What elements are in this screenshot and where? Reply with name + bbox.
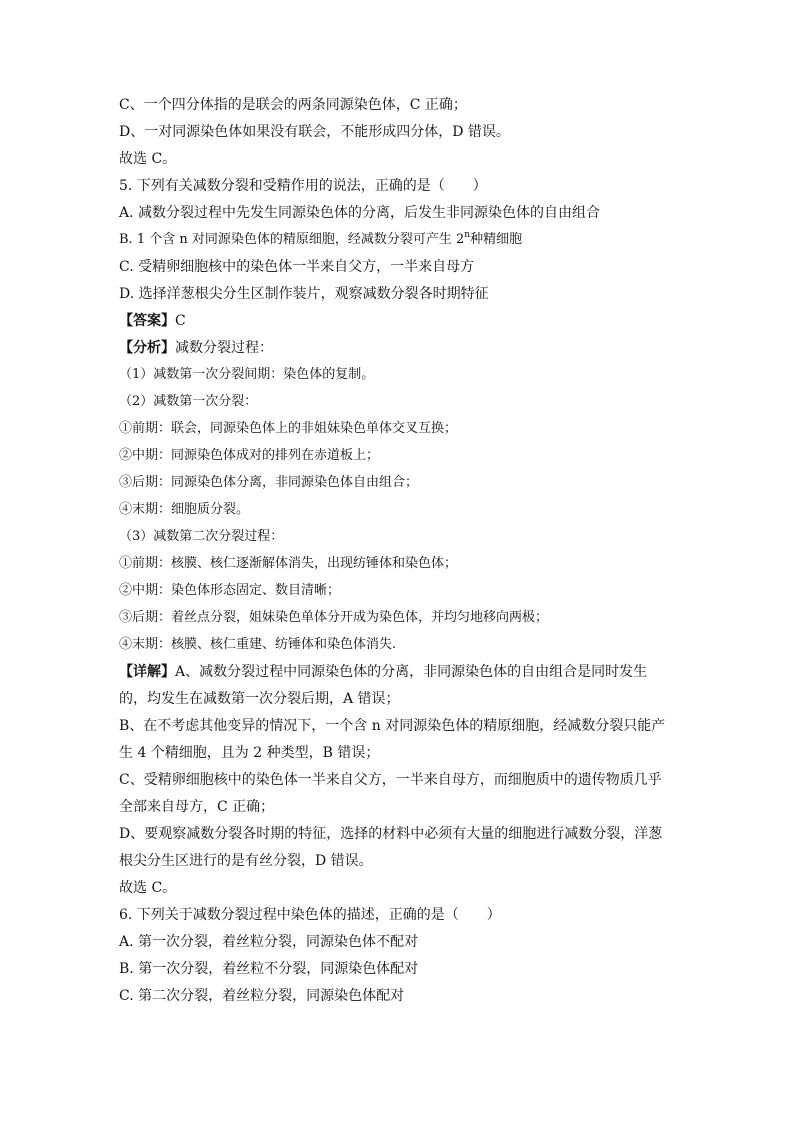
option-b-text-after: 种精细胞 [470, 232, 523, 247]
text-line: ④末期：核膜、核仁重建、纺锤体和染色体消失. [119, 637, 397, 652]
option-b-superscript: n [464, 230, 471, 240]
question-6-stem: 6. 下列关于减数分裂过程中染色体的描述，正确的是（ ） [119, 907, 501, 923]
question-5-stem: 5. 下列有关减数分裂和受精作用的说法，正确的是（ ） [119, 178, 487, 194]
question-5-option-d: D. 选择洋葱根尖分生区制作装片，观察减数分裂各时期特征 [119, 286, 489, 302]
analysis-text: 减数分裂过程： [175, 340, 273, 356]
detail-text: A、减数分裂过程中同源染色体的分离，非同源染色体的自由组合是同时发生 [175, 664, 648, 680]
question-6-option-a: A. 第一次分裂，着丝粒分裂，同源染色体不配对 [119, 934, 419, 950]
text-line: （1）减数第一次分裂间期：染色体的复制。 [119, 367, 375, 382]
text-line: D、一对同源染色体如果没有联会，不能形成四分体，D 错误。 [119, 124, 510, 140]
text-line: 故选 C。 [119, 880, 177, 896]
answer-tag: 【答案】 [119, 313, 175, 329]
detail-line [119, 663, 647, 681]
question-5-option-a: A. 减数分裂过程中先发生同源染色体的分离，后发生非同源染色体的自由组合 [119, 205, 601, 221]
text-line: ④末期：细胞质分裂。 [119, 502, 250, 517]
text-line: 的，均发生在减数第一次分裂后期，A 错误； [119, 691, 400, 707]
detail-tag: 【详解】 [119, 664, 175, 680]
text-line: ③后期：着丝点分裂，姐妹染色单体分开成为染色体，并均匀地移向两极； [119, 610, 549, 625]
text-line: C、受精卵细胞核中的染色体一半来自父方，一半来自母方，而细胞质中的遗传物质几乎 [119, 772, 662, 788]
text-line: （3）减数第二次分裂过程： [119, 529, 284, 544]
question-6-option-c: C. 第二次分裂，着丝粒分裂，同源染色体配对 [119, 988, 405, 1004]
text-line: ①前期：核膜、核仁逐渐解体消失，出现纺锤体和染色体； [119, 556, 458, 571]
analysis-line [119, 339, 273, 357]
option-b-text: B. 1 个含 n 对同源染色体的精原细胞，经减数分裂可产生 2 [119, 232, 465, 247]
question-5-option-c: C. 受精卵细胞核中的染色体一半来自父方，一半来自母方 [119, 259, 475, 275]
text-line: 故选 C。 [119, 151, 177, 167]
text-line: ②中期：同源染色体成对的排列在赤道板上； [119, 448, 380, 463]
question-5-option-b [119, 231, 522, 249]
text-line: 根尖分生区进行的是有丝分裂，D 错误。 [119, 853, 373, 869]
text-line: C、一个四分体指的是联会的两条同源染色体，C 正确； [119, 97, 467, 113]
text-line: B、在不考虑其他变异的情况下，一个含 n 对同源染色体的精原细胞，经减数分裂只能产 [119, 718, 666, 734]
answer-line [119, 312, 186, 330]
analysis-tag: 【分析】 [119, 340, 175, 356]
text-line: 全部来自母方，C 正确； [119, 799, 275, 815]
question-6-option-b: B. 第一次分裂，着丝粒不分裂，同源染色体配对 [119, 961, 419, 977]
answer-value: C [175, 313, 186, 329]
text-line: （2）减数第一次分裂： [119, 394, 258, 409]
text-line: ②中期：染色体形态固定、数目清晰； [119, 583, 341, 598]
text-line: D、要观察减数分裂各时期的特征，选择的材料中必须有大量的细胞进行减数分裂，洋葱 [119, 826, 663, 842]
text-line: 生 4 个精细胞，且为 2 种类型，B 错误； [119, 745, 380, 761]
text-line: ③后期：同源染色体分离，非同源染色体自由组合； [119, 475, 419, 490]
text-line: ①前期：联会，同源染色体上的非姐妹染色单体交叉互换； [119, 421, 458, 436]
